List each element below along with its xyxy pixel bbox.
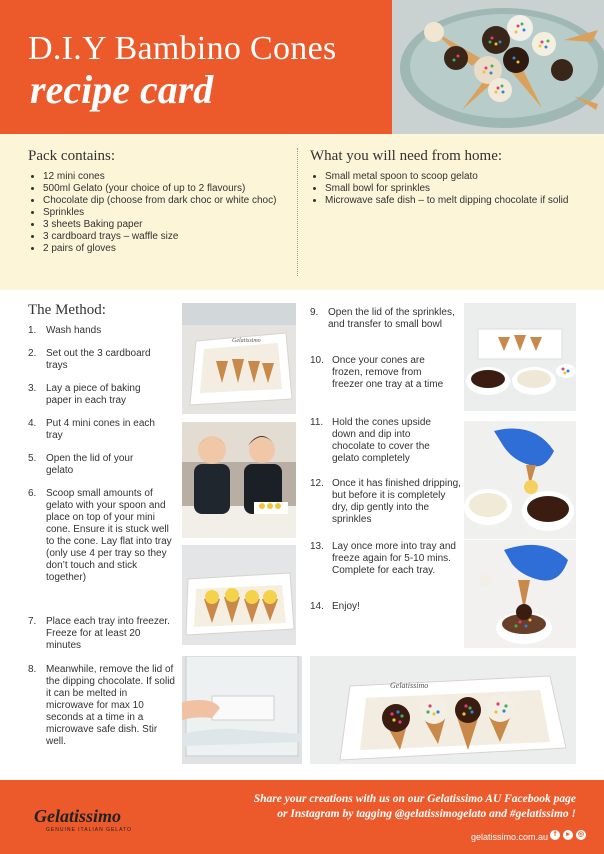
pack-contents-panel bbox=[0, 134, 604, 290]
logo-tagline: GENUINE ITALIAN GELATO bbox=[46, 827, 132, 833]
step-number: 4. bbox=[28, 418, 37, 429]
step-number: 6. bbox=[28, 488, 37, 499]
pack-contains-list bbox=[28, 171, 290, 255]
step-text: Open the lid of your gelato bbox=[46, 453, 134, 476]
list-item: • Small bowl for sprinkles bbox=[325, 183, 580, 195]
step-text: Place each tray into freezer. Freeze for at least 20 minutes bbox=[46, 616, 170, 651]
photo-dipping-cone-gloves bbox=[464, 421, 576, 539]
step-number: 8. bbox=[28, 664, 37, 675]
photo-freezer-tray bbox=[182, 656, 302, 764]
step-text: Put 4 mini cones in each tray bbox=[46, 418, 155, 441]
from-home-column bbox=[310, 148, 580, 207]
photo-tray-filled-cones bbox=[182, 545, 296, 645]
hero-photo-cones-plate bbox=[392, 0, 604, 134]
from-home-list bbox=[310, 171, 580, 207]
step-text: Once your cones are frozen, remove from freezer one tray at a time bbox=[332, 355, 444, 390]
list-item: • Small metal spoon to scoop gelato bbox=[325, 171, 580, 183]
pack-contains-heading: Pack contains: bbox=[28, 148, 116, 164]
list-item: • 500ml Gelato (your choice of up to 2 flavours) bbox=[43, 183, 290, 195]
pack-contains-column bbox=[28, 148, 290, 255]
list-item: • 2 pairs of gloves bbox=[43, 243, 290, 255]
column-divider bbox=[297, 148, 298, 276]
step-text: Lay a piece of baking paper in each tray bbox=[46, 383, 141, 406]
step-number: 13. bbox=[310, 541, 324, 552]
svg-text:Gelatissimo: Gelatissimo bbox=[390, 681, 429, 690]
svg-text:Gelatissimo: Gelatissimo bbox=[232, 338, 261, 344]
step-text: Open the lid of the sprinkles, and transfer to small bowl bbox=[328, 307, 455, 330]
step-number: 10. bbox=[310, 355, 324, 366]
share-message bbox=[254, 792, 576, 822]
list-item: • Chocolate dip (choose from dark choc or white choc) bbox=[43, 195, 290, 207]
photo-finished-cones-tray bbox=[310, 656, 576, 764]
website-link[interactable]: gelatissimo.com.au bbox=[470, 832, 548, 842]
step-text: Lay once more into tray and freeze again for 5-10 mins. Complete for each tray. bbox=[332, 541, 456, 576]
step-number: 1. bbox=[28, 325, 37, 336]
step-text: Scoop small amounts of gelato with your spoon and place on top of your mini cone. Ensure it is stuck well to the cone. Lay flat into tray (only use 4 per tray so they don’t touch and stick together) bbox=[46, 488, 172, 583]
from-home-heading: What you will need from home: bbox=[310, 148, 503, 164]
list-item: • Sprinkles bbox=[43, 207, 290, 219]
step-text: Set out the 3 cardboard trays bbox=[46, 348, 151, 371]
footer-banner bbox=[0, 780, 604, 854]
step-text: Wash hands bbox=[46, 325, 102, 336]
gelatissimo-logo: Gelatissimo bbox=[34, 806, 122, 826]
youtube-icon[interactable]: ▸ bbox=[563, 830, 573, 840]
list-item: • 3 sheets Baking paper bbox=[43, 219, 290, 231]
step-number: 3. bbox=[28, 383, 37, 394]
step-text: Once it has finished dripping, but before it is completely dry, dip gently into the sprinkles bbox=[332, 478, 461, 525]
list-item: • Microwave safe dish – to melt dipping chocolate if solid bbox=[325, 195, 580, 207]
photo-sprinkles-coating bbox=[464, 540, 576, 648]
share-message-line-1: Share your creations with us on our Gelatissimo AU Facebook page bbox=[253, 793, 576, 805]
step-number: 5. bbox=[28, 453, 37, 464]
page-title: D.I.Y Bambino Cones bbox=[28, 30, 337, 67]
step-number: 11. bbox=[310, 417, 324, 428]
share-message-line-2: or Instagram by tagging @gelatissimogelato and #gelatissimo ! bbox=[277, 808, 576, 820]
method-heading: The Method: bbox=[28, 302, 106, 318]
header-banner bbox=[0, 0, 604, 134]
page-subtitle: recipe card bbox=[30, 67, 214, 112]
list-item: • 3 cardboard trays – waffle size bbox=[43, 231, 290, 243]
step-text: Hold the cones upside down and dip into chocolate to cover the gelato completely bbox=[332, 417, 431, 464]
step-number: 12. bbox=[310, 478, 324, 489]
step-number: 14. bbox=[310, 601, 324, 612]
photo-trays-with-cones bbox=[182, 303, 296, 414]
photo-kids-scooping-gelato bbox=[182, 422, 296, 538]
photo-dips-and-sprinkles bbox=[464, 303, 576, 411]
step-text: Enjoy! bbox=[332, 601, 360, 612]
facebook-icon[interactable]: f bbox=[550, 830, 560, 840]
step-number: 2. bbox=[28, 348, 37, 359]
step-number: 7. bbox=[28, 616, 37, 627]
list-item: • 12 mini cones bbox=[43, 171, 290, 183]
instagram-icon[interactable]: ◎ bbox=[577, 831, 585, 838]
step-text: Meanwhile, remove the lid of the dipping chocolate. If solid it can be melted in microwave for max 10 seconds at a time in a microwave safe dish. Stir well. bbox=[46, 664, 175, 747]
step-number: 9. bbox=[310, 307, 319, 318]
